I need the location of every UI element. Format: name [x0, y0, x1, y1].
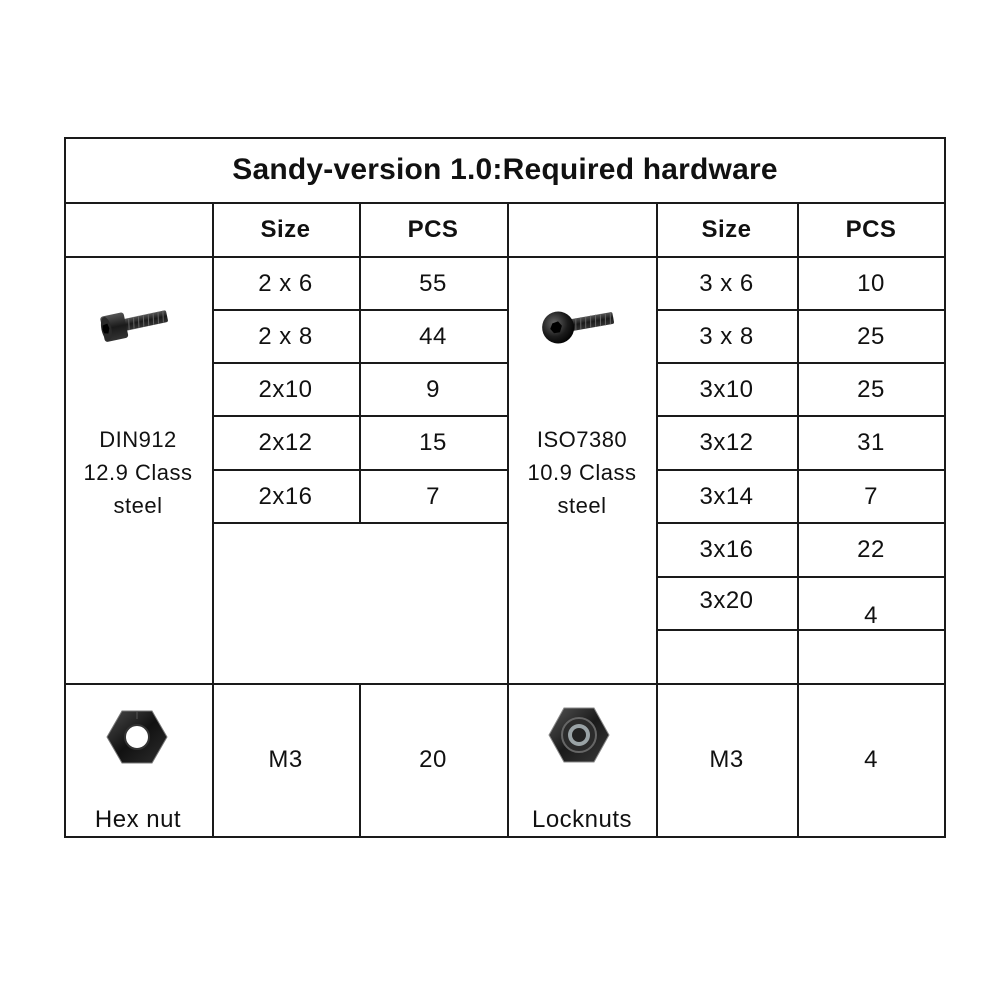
locknut-label: Locknuts: [531, 806, 633, 833]
hex-nut-label: Hex nut: [94, 806, 182, 833]
button-head-screw-icon: [538, 300, 620, 350]
hex-nut-pcs-cell: 20: [419, 746, 447, 773]
hex-nut-size-cell: M3: [268, 746, 303, 773]
din912-pcs-cell: 9: [426, 375, 440, 403]
din912-pcs-cell: 55: [419, 269, 447, 297]
iso7380-pcs-cell: 10: [857, 269, 885, 297]
iso7380-label-line3: steel: [557, 492, 607, 518]
iso7380-pcs-cell: 22: [857, 536, 885, 563]
din912-size-cell: 2 x 6: [258, 269, 313, 297]
iso7380-pcs-cell: 7: [864, 482, 878, 510]
locknut-icon: [546, 702, 612, 768]
iso7380-size-cell: 3x16: [699, 536, 754, 563]
iso7380-label-line1: ISO7380: [536, 426, 628, 452]
din912-pcs-cell: 44: [419, 322, 447, 350]
header-size-right: Size: [701, 216, 752, 243]
iso7380-pcs-cell: 25: [857, 322, 885, 350]
iso7380-label: [508, 417, 656, 527]
din912-size-cell: 2x12: [258, 429, 313, 456]
locknut-size-cell: M3: [709, 746, 744, 773]
din912-label-line2: 12.9 Class: [83, 459, 193, 485]
iso7380-size-cell: 3 x 6: [699, 269, 754, 297]
iso7380-pcs-cell: 4: [864, 602, 878, 629]
din912-pcs-cell: 15: [419, 429, 447, 456]
border-bottom: [64, 836, 946, 838]
din912-size-cell: 2 x 8: [258, 322, 313, 350]
hardware-table: [64, 137, 946, 838]
din912-label: [64, 417, 212, 527]
din912-label-line3: steel: [113, 492, 163, 518]
page-title: Sandy-version 1.0:Required hardware: [232, 153, 778, 186]
header-pcs-left: PCS: [407, 216, 459, 243]
iso7380-size-cell: 3x20: [699, 587, 754, 614]
header-pcs-right: PCS: [845, 216, 897, 243]
hex-nut-icon: [104, 707, 170, 769]
iso7380-pcs-cell: 31: [857, 429, 885, 456]
din912-label-line1: DIN912: [99, 426, 177, 452]
iso7380-label-line2: 10.9 Class: [527, 459, 637, 485]
iso7380-size-cell: 3 x 8: [699, 322, 754, 350]
locknut-pcs-cell: 4: [864, 746, 878, 773]
iso7380-size-cell: 3x12: [699, 429, 754, 456]
iso7380-size-cell: 3x10: [699, 375, 754, 403]
iso7380-pcs-cell: 25: [857, 375, 885, 403]
socket-head-cap-screw-icon: [94, 302, 174, 347]
header-size-left: Size: [260, 216, 311, 243]
din912-size-cell: 2x16: [258, 482, 313, 510]
din912-size-cell: 2x10: [258, 375, 313, 403]
din912-pcs-cell: 7: [426, 482, 440, 510]
iso7380-size-cell: 3x14: [699, 482, 754, 510]
